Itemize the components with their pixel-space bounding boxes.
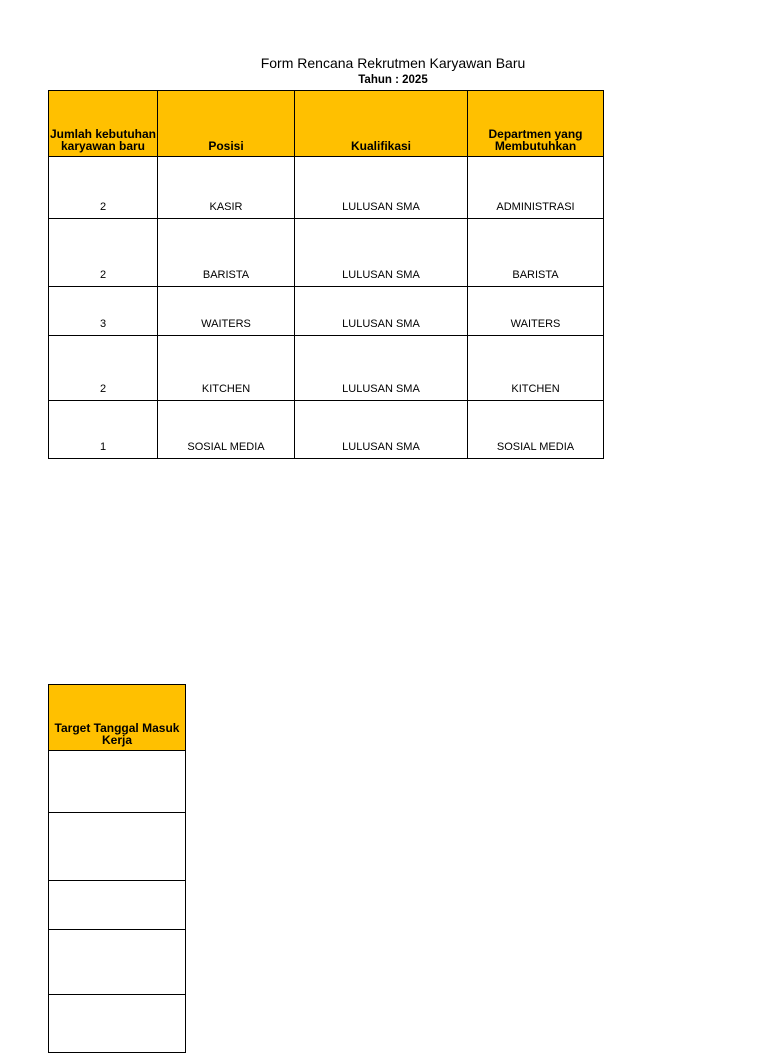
cell-target-date [49,930,186,995]
table-row [49,930,186,995]
header-kualifikasi: Kualifikasi [295,91,468,157]
cell-departemen: KITCHEN [468,336,604,401]
page-title: Form Rencana Rekrutmen Karyawan Baru [260,55,526,71]
table-row [49,881,186,930]
table-row [49,401,604,459]
cell-target-date [49,813,186,881]
cell-target-date [49,881,186,930]
header-jumlah: Jumlah kebutuhan karyawan baru [49,91,158,157]
table-row [49,751,186,813]
cell-posisi: BARISTA [158,219,295,287]
table-row [49,287,604,336]
cell-jumlah: 2 [49,157,158,219]
table-row [49,336,604,401]
cell-posisi: SOSIAL MEDIA [158,401,295,459]
page-subtitle: Tahun : 2025 [358,74,428,86]
cell-target-date [49,751,186,813]
target-header-row [49,685,186,751]
cell-jumlah: 1 [49,401,158,459]
cell-posisi: KASIR [158,157,295,219]
recruitment-table [48,90,604,459]
cell-departemen: BARISTA [468,219,604,287]
cell-kualifikasi: LULUSAN SMA [295,287,468,336]
cell-kualifikasi: LULUSAN SMA [295,219,468,287]
cell-jumlah: 2 [49,219,158,287]
cell-jumlah: 2 [49,336,158,401]
target-date-table [48,684,186,1053]
table-row [49,813,186,881]
table-row [49,157,604,219]
cell-departemen: SOSIAL MEDIA [468,401,604,459]
cell-jumlah: 3 [49,287,158,336]
header-target-date: Target Tanggal Masuk Kerja [49,685,186,751]
cell-posisi: KITCHEN [158,336,295,401]
cell-departemen: WAITERS [468,287,604,336]
header-departemen: Departmen yang Membutuhkan [468,91,604,157]
table-header-row [49,91,604,157]
cell-posisi: WAITERS [158,287,295,336]
cell-kualifikasi: LULUSAN SMA [295,157,468,219]
cell-kualifikasi: LULUSAN SMA [295,336,468,401]
table-row [49,219,604,287]
cell-departemen: ADMINISTRASI [468,157,604,219]
header-posisi: Posisi [158,91,295,157]
cell-kualifikasi: LULUSAN SMA [295,401,468,459]
